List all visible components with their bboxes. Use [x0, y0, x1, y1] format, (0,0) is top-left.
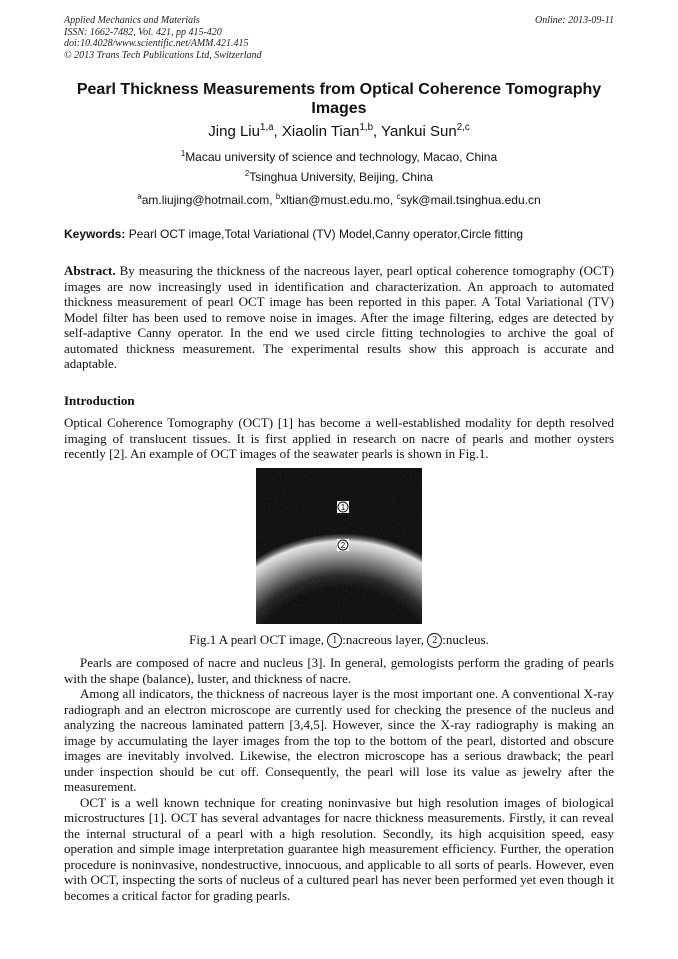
circled-one-icon: 1: [327, 633, 342, 648]
author-name: Yankui Sun: [381, 123, 457, 140]
abstract-label: Abstract.: [64, 263, 116, 278]
abstract: [64, 263, 614, 372]
email-link[interactable]: xltian@must.edu.mo,: [280, 193, 397, 207]
body-paragraph: Among all indicators, the thickness of nacreous layer is the most important one. A conventional X-ray radiograph and an electron microscope are currently used for checking the presence of the nucleus and analyzing the nacreous laminated pattern [3,4,5]. However, since the X-ray radiography is making an image by accumulating the layer images from the top to the bottom of the pearl, distorted and obscure images are inevitably involved. Likewise, the electron microscope has a serious drawback; the pearl under inspection should be cut off. Consequently, the pearl will lose its value as jewelry after the measurement.: [64, 686, 614, 794]
section-heading-introduction: Introduction: [64, 393, 135, 408]
author-sup: 1,b: [359, 122, 374, 133]
nucleus-marker: [337, 539, 349, 551]
caption-item2: :nucleus.: [442, 632, 489, 647]
keywords-label: Keywords:: [64, 227, 126, 241]
online-date: Online: 2013-09-11: [535, 15, 614, 26]
author-sup: 1,a: [259, 122, 274, 133]
circled-two-icon: 2: [427, 633, 442, 648]
email-link[interactable]: am.liujing@hotmail.com,: [141, 193, 276, 207]
affiliation-sup: 1: [180, 149, 186, 158]
affiliation-sup: 2: [244, 169, 250, 178]
affiliation-text: Tsinghua University, Beijing, China: [249, 170, 434, 184]
affiliation-text: Macau university of science and technology, Macao, China: [185, 150, 498, 164]
intro-paragraph: Optical Coherence Tomography (OCT) [1] has become a well-established modality for depth resolved imaging of translucent tissues. It is first applied in research on nacre of pearls and mother oysters recently [2]. An example of OCT images of the seawater pearls is shown in Fig.1.: [64, 415, 614, 461]
body-paragraph: Pearls are composed of nacre and nucleus [3]. In general, gemologists perform the grading of pearls with the shape (balance), luster, and thickness of nacre.: [64, 655, 614, 686]
author-name: Xiaolin Tian: [281, 123, 360, 140]
copyright-line: © 2013 Trans Tech Publications Ltd, Switzerland: [64, 49, 262, 61]
nacreous-layer-marker: [337, 501, 349, 513]
running-header: [64, 15, 614, 61]
author-list: Jing Liu$^{1,a}$, Xiaolin Tian$^{1,b}$, Yankui Sun$^{2,c}$: [208, 122, 470, 140]
body-paragraph: OCT is a well known technique for creating noninvasive but high resolution images of biological microstructures [1]. OCT has several advantages for nacre thickness measurements. Firstly, it can reveal the internal structural of a pearl with a high resolution. Secondly, its high acquisition speed, easy operation and simple image interpretation guarantee high measurement efficiency. Further, the operation procedure is noninvasive, nondestructive, innocuous, and applicable to all sorts of pearls. However, even with OCT, inspecting the sorts of nucleus of a cultured pearl has never been performed yet even though it becomes a critical factor for grading pearls.: [64, 794, 614, 903]
email-list: [64, 193, 614, 207]
marker-2-label: 2: [340, 541, 346, 550]
doi-line: doi:10.4028/www.scientific.net/AMM.421.415: [64, 38, 249, 49]
email-link[interactable]: syk@mail.tsinghua.edu.cn: [400, 193, 541, 207]
abstract-text: By measuring the thickness of the nacreous layer, pearl optical coherence tomography (OCT) images are now increasingly used in identification and characterization. An approach to automated thickness measurement of pearl OCT image has been reported in this paper. A Total Variational (TV) Model filter has been used to remove noise in images. After the image filtering, edges are detected by self-adaptive Canny operator. In the end we used circle fitting technologies to archive the goal of automated thickness measurement. The experimental results show this approach is accurate and adaptable.: [64, 263, 614, 371]
email-sup: c: [396, 192, 401, 201]
affiliation: [64, 170, 614, 184]
email-sup: b: [275, 192, 281, 201]
paper-title: Pearl Thickness Measurements from Optical Coherence Tomography Images: [76, 81, 602, 117]
keywords-text: Pearl OCT image,Total Variational (TV) Model,Canny operator,Circle fitting: [125, 227, 524, 241]
caption-item1: :nacreous layer,: [342, 632, 428, 647]
author-sup: 2,c: [456, 122, 470, 133]
caption-prefix: Fig.1 A pearl OCT image,: [189, 632, 328, 647]
oct-image-graphic: [256, 468, 422, 624]
body-text: [64, 655, 614, 903]
email-sup: a: [137, 192, 142, 201]
author-name: Jing Liu: [208, 123, 260, 140]
marker-1-label: 1: [340, 503, 346, 512]
issn-line: ISSN: 1662-7482, Vol. 421, pp 415-420: [64, 26, 222, 38]
affiliation: [64, 150, 614, 164]
journal-name: Applied Mechanics and Materials: [64, 15, 200, 26]
figure-caption: [64, 632, 614, 648]
oct-image: [256, 468, 422, 624]
keywords: [64, 227, 614, 241]
